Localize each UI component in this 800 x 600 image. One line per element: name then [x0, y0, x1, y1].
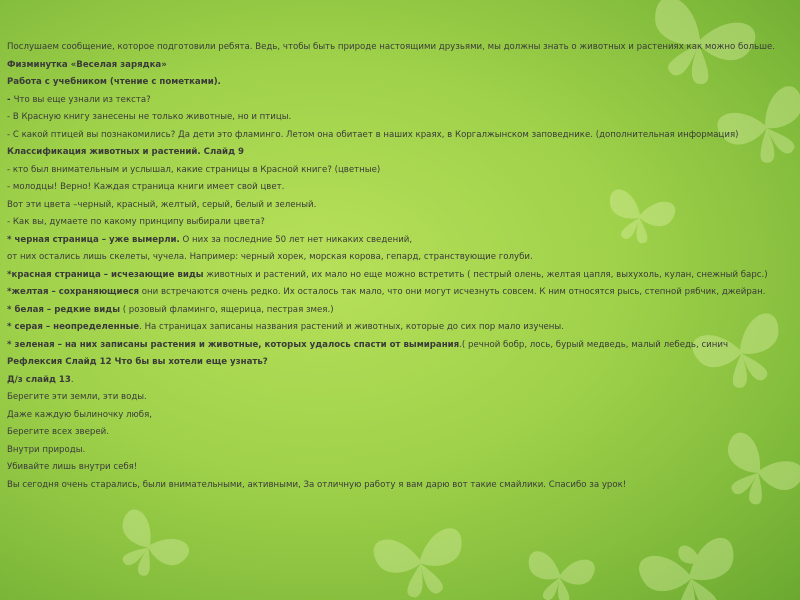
text-paragraph: [7, 480, 777, 491]
text-paragraph: [7, 305, 777, 316]
plain-text: О них за последние 50 лет нет никаких сведений,: [179, 234, 413, 245]
text-paragraph: [7, 77, 777, 88]
bold-text: *желтая – сохраняющиеся: [7, 287, 140, 297]
plain-text: Внутри природы.: [7, 444, 86, 455]
text-paragraph: [7, 42, 777, 53]
plain-text: Вы сегодня очень старались, были внимательными, активными, За отличную работу я вам дарю вот такие смайлики. Спасибо за урок!: [7, 479, 627, 490]
text-paragraph: [7, 427, 777, 438]
bold-text: Рефлексия Слайд 12 Что бы вы хотели еще узнать?: [7, 357, 268, 367]
plain-text: Даже каждую былиночку любя,: [7, 409, 152, 420]
plain-text: они встречаются очень редко. Их осталось так мало, что они могут исчезнуть совсем. К ним относятся рысь, степной рябчик, джейран.: [139, 287, 766, 297]
bold-text: Физминутка «Веселая зарядка»: [7, 59, 167, 70]
bold-text: Д/з слайд 13: [7, 374, 71, 385]
plain-text: - молодцы! Верно! Каждая страница книги имеет свой цвет.: [7, 182, 285, 192]
text-paragraph: [7, 270, 777, 281]
plain-text: - В Красную книгу занесены не только животные, но и птицы.: [7, 112, 292, 122]
plain-text: - С какой птицей вы познакомились? Да дети это фламинго. Летом она обитает в наших краях, в Коргалжынском заповеднике. (дополнительная информация): [7, 129, 739, 140]
plain-text: ( розовый фламинго, ящерица, пестрая змея.): [119, 304, 334, 315]
text-paragraph: [7, 60, 777, 71]
text-paragraph: [7, 357, 777, 368]
plain-text: от них остались лишь скелеты, чучела. Например: черный хорек, морская корова, гепард, странствующие голуби.: [7, 252, 533, 262]
plain-text: - Как вы, думаете по какому принципу выбирали цвета?: [7, 217, 265, 227]
bold-text: Классификация животных и растений. Слайд 9: [7, 147, 244, 157]
text-paragraph: [7, 287, 777, 298]
plain-text: Вот эти цвета –черный, красный, желтый, серый, белый и зеленый.: [7, 199, 317, 210]
text-paragraph: [7, 235, 777, 246]
text-paragraph: [7, 252, 777, 263]
text-paragraph: [7, 217, 777, 228]
plain-text: .: [70, 374, 74, 385]
text-paragraph: [7, 340, 777, 351]
text-paragraph: [7, 130, 777, 141]
bold-text: * белая – редкие виды: [7, 304, 120, 315]
bold-text: *красная страница – исчезающие виды: [7, 269, 204, 280]
text-paragraph: [7, 462, 777, 473]
bold-text: -: [7, 94, 14, 105]
plain-text: Берегите эти земли, эти воды.: [7, 392, 147, 402]
plain-text: Послушаем сообщение, которое подготовили ребята. Ведь, чтобы быть природе настоящими друзьями, мы должны знать о животных и растениях как можно больше.: [7, 42, 776, 52]
bold-text: * зеленая – на них записаны растения и животные, которых удалось спасти от вымирания: [7, 339, 460, 350]
slide-body-text: [7, 42, 777, 497]
bold-text: Работа с учебником (чтение с пометками).: [7, 77, 221, 87]
text-paragraph: [7, 200, 777, 211]
plain-text: животных и растений, их мало но еще можно встретить ( пестрый олень, желтая цапля, выхухоль, кулан, снежный барс.): [203, 269, 768, 280]
plain-text: .( речной бобр, лось, бурый медведь, малый лебедь, синич: [459, 339, 729, 350]
text-paragraph: [7, 147, 777, 158]
bold-text: * черная страница – уже вымерли.: [7, 234, 180, 245]
plain-text: . На страницах записаны названия растений и животных, которые до сих пор мало изучены.: [139, 322, 564, 332]
plain-text: Берегите всех зверей.: [7, 427, 109, 437]
bold-text: * серая – неопределенные: [7, 322, 140, 332]
plain-text: - кто был внимательным и услышал, какие страницы в Красной книге? (цветные): [7, 164, 381, 175]
text-paragraph: [7, 375, 777, 386]
text-paragraph: [7, 392, 777, 403]
text-paragraph: [7, 445, 777, 456]
text-paragraph: [7, 322, 777, 333]
text-paragraph: [7, 95, 777, 106]
text-paragraph: [7, 112, 777, 123]
text-paragraph: [7, 165, 777, 176]
text-paragraph: [7, 410, 777, 421]
text-paragraph: [7, 182, 777, 193]
plain-text: Что вы еще узнали из текста?: [13, 94, 151, 105]
plain-text: Убивайте лишь внутри себя!: [7, 462, 138, 472]
